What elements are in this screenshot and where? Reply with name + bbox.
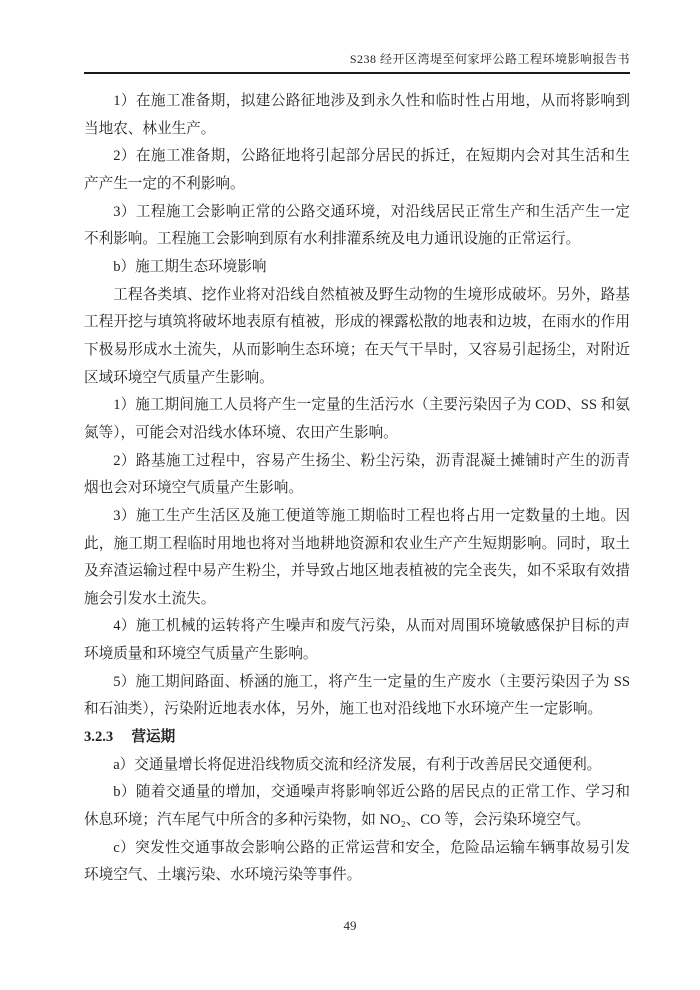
running-header-title: S238 经开区湾堤至何家坪公路工程环境影响报告书 [349,52,630,66]
paragraph-operation-a: a）交通量增长将促进沿线物质交流和经济发展，有利于改善居民交通便利。 [113,756,602,773]
paragraph-prep-3: 3）工程施工会影响正常的公路交通环境，对沿线居民正常生产和生活产生一定不利影响。工程施工会影响到原有水利排灌系统及电力通讯设施的正常运行。 [84,203,630,248]
subheading-eco-impact: b）施工期生态环境影响 [113,258,267,275]
document-body [84,88,630,890]
section-heading-operation-period [84,724,630,752]
paragraph-eco-3: 3）施工生产生活区及施工便道等施工期临时工程也将占用一定数量的土地。因此，施工期工程临时用地也将对当地耕地资源和农业生产产生短期影响。同时，取土及弃渣运输过程中易产生粉尘，并导致占地区地表植被的完全丧失，如不采取有效措施会引发水土流失。 [84,507,630,607]
paragraph-operation-b: b）随着交通量的增加，交通噪声将影响邻近公路的居民点的正常工作、学习和休息环境；汽车尾气中所含的多种污染物，如 NO₂、CO 等，会污染环境空气。 [84,784,630,829]
paragraph-eco-1: 1）施工期间施工人员将产生一定量的生活污水（主要污染因子为 COD、SS 和氨氮等），可能会对沿线水体环境、农田产生影响。 [84,397,630,441]
paragraph-prep-1: 1）在施工准备期，拟建公路征地涉及到永久性和临时性占用地，从而将影响到当地农、林业生产。 [84,93,630,137]
page-footer [0,918,700,934]
page-header [84,50,630,74]
paragraph-eco-4: 4）施工机械的运转将产生噪声和废气污染，从而对周围环境敏感保护目标的声环境质量和环境空气质量产生影响。 [84,618,630,663]
page-number: 49 [343,918,357,933]
paragraph-operation-c: c）突发性交通事故会影响公路的正常运营和安全，危险品运输车辆事故易引发环境空气、土壤污染、水环境污染等事件。 [84,839,630,884]
paragraph-eco-5: 5）施工期间路面、桥涵的施工，将产生一定量的生产废水（主要污染因子为 SS 和石油类），污染附近地表水体，另外，施工也对沿线地下水环境产生一定影响。 [84,673,630,718]
paragraph-eco-2: 2）路基施工过程中，容易产生扬尘、粉尘污染，沥青混凝土摊铺时产生的沥青烟也会对环境空气质量产生影响。 [84,452,630,497]
paragraph-prep-2: 2）在施工准备期，公路征地将引起部分居民的拆迁，在短期内会对其生活和生产产生一定的不利影响。 [84,148,630,192]
paragraph-eco-overview: 工程各类填、挖作业将对沿线自然植被及野生动物的生境形成破坏。另外，路基工程开挖与填筑将破坏地表原有植被，形成的裸露松散的地表和边坡，在雨水的作用下极易形成水土流失，从而影响生态环境；在天气干旱时，又容易引起扬尘，对附近区域环境空气质量产生影响。 [84,286,630,386]
section-number: 3.2.3 [84,729,114,746]
section-title: 营运期 [131,729,176,746]
